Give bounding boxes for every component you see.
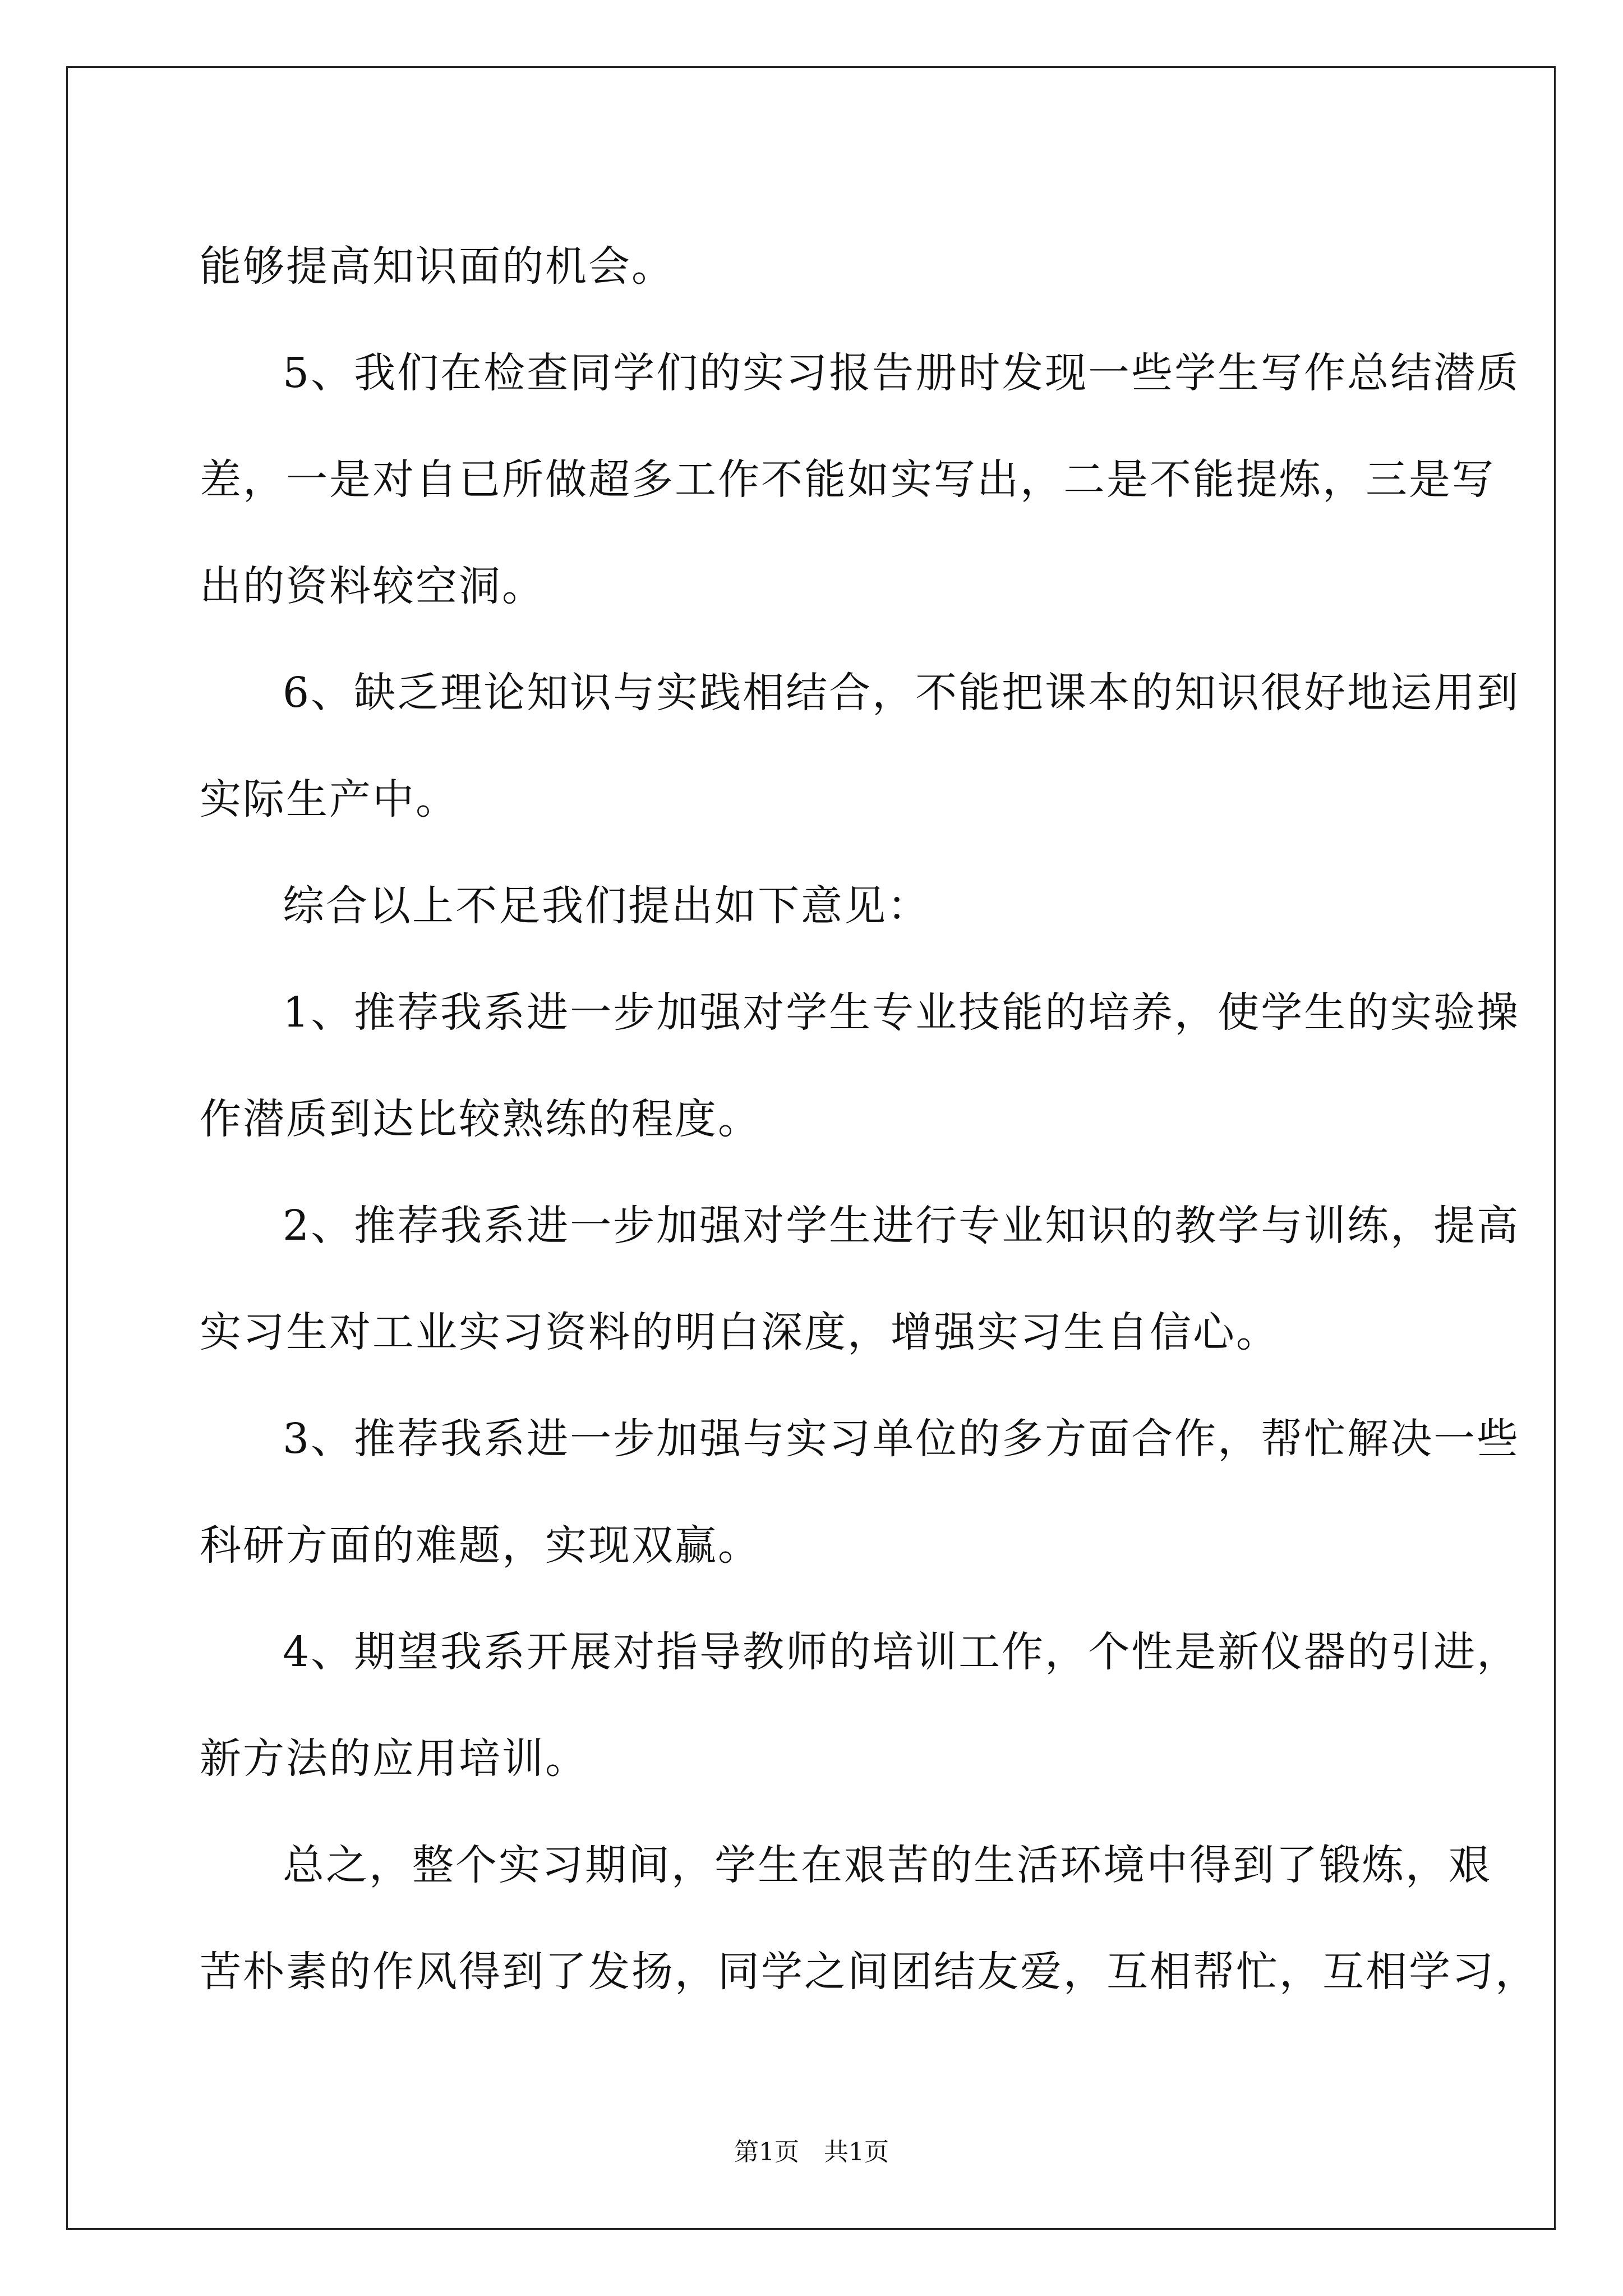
text-line: 6、缺乏理论知识与实践相结合，不能把课本的知识很好地运用到 xyxy=(283,669,1520,717)
text-line: 科研方面的难题，实现双赢。 xyxy=(200,1521,761,1570)
text-line: 1、推荐我系进一步加强对学生专业技能的培养，使学生的实验操 xyxy=(283,988,1520,1037)
page-footer: 第1页 共1页 xyxy=(734,2138,889,2166)
text-line: 新方法的应用培训。 xyxy=(200,1734,588,1783)
document-body xyxy=(200,213,1538,2025)
text-line: 总之，整个实习期间，学生在艰苦的生活环境中得到了锻炼，艰 xyxy=(283,1841,1492,1889)
text-line: 4、期望我系开展对指导教师的培训工作，个性是新仪器的引进， xyxy=(283,1628,1520,1676)
text-line: 苦朴素的作风得到了发扬，同学之间团结友爱，互相帮忙，互相学习， xyxy=(200,1948,1538,1996)
text-line: 实习生对工业实习资料的明白深度，增强实习生自信心。 xyxy=(200,1308,1279,1356)
text-line: 3、推荐我系进一步加强与实习单位的多方面合作，帮忙解决一些 xyxy=(283,1415,1520,1463)
text-line: 能够提高知识面的机会。 xyxy=(200,242,675,291)
text-line: 综合以上不足我们提出如下意见： xyxy=(283,882,930,930)
text-line: 出的资料较空洞。 xyxy=(200,562,545,610)
text-line: 作潜质到达比较熟练的程度。 xyxy=(200,1095,761,1143)
text-line: 2、推荐我系进一步加强对学生进行专业知识的教学与训练，提高 xyxy=(283,1202,1520,1250)
text-line: 差，一是对自已所做超多工作不能如实写出，二是不能提炼，三是写 xyxy=(200,455,1495,504)
text-line: 实际生产中。 xyxy=(200,775,459,823)
text-line: 5、我们在检查同学们的实习报告册时发现一些学生写作总结潜质 xyxy=(283,349,1520,397)
